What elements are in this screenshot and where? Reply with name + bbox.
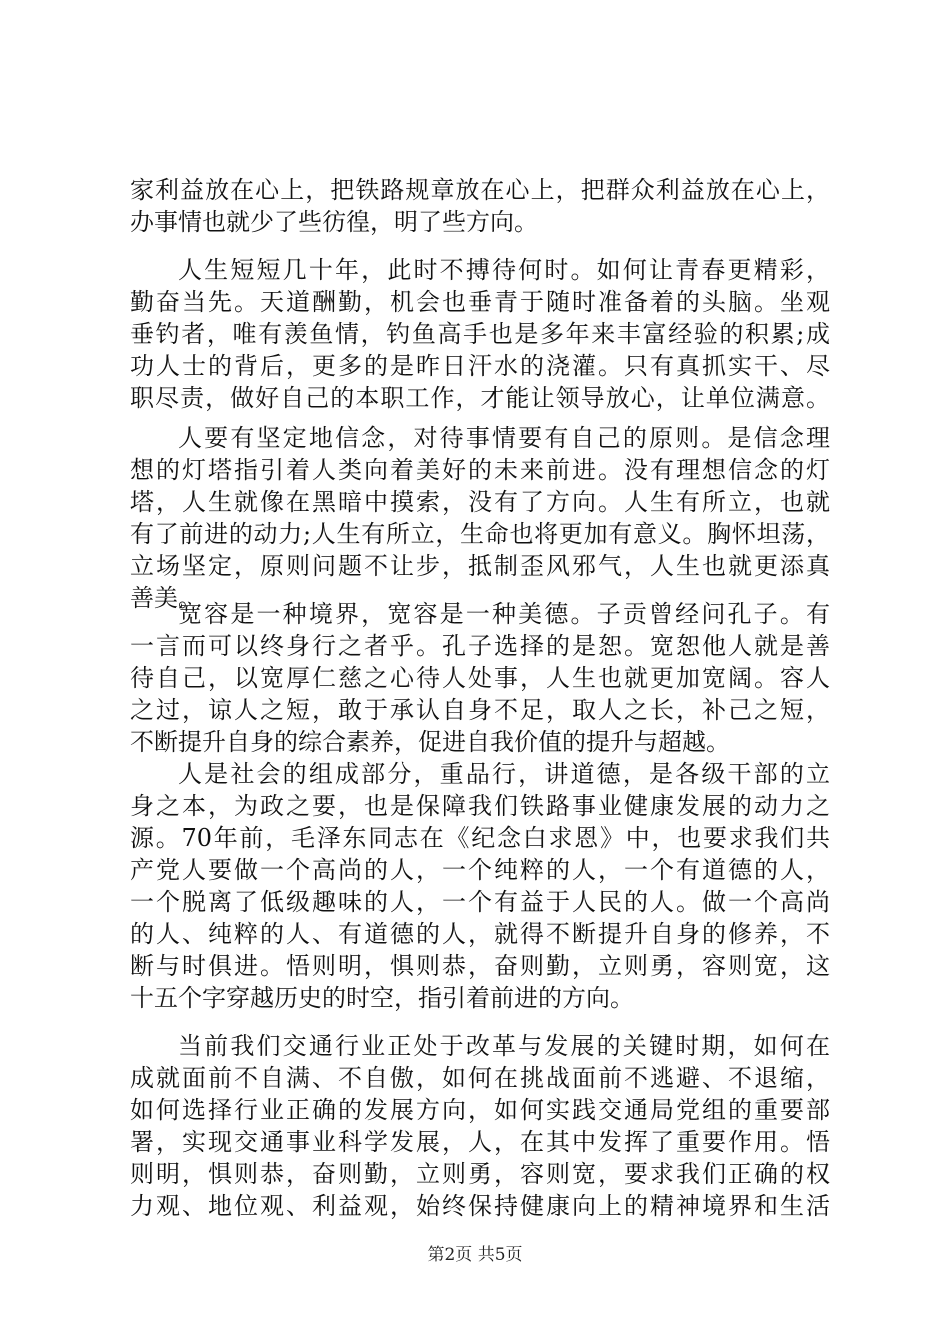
paragraph-line: 功人士的背后，更多的是昨日汗水的浇灌。只有真抓实干、尽 xyxy=(130,352,830,380)
paragraph-line: 如何选择行业正确的发展方向，如何实践交通局党组的重要部 xyxy=(130,1096,830,1124)
paragraph-line: 产党人要做一个高尚的人，一个纯粹的人，一个有道德的人， xyxy=(130,856,830,884)
paragraph-line: 署，实现交通事业科学发展，人，在其中发挥了重要作用。悟 xyxy=(130,1128,830,1156)
paragraph-5 xyxy=(130,758,830,1014)
page-number-footer: 第2页 共5页 xyxy=(427,1245,523,1265)
paragraph-1 xyxy=(130,174,830,238)
paragraph-line: 十五个字穿越历史的时空，指引着前进的方向。 xyxy=(130,984,634,1012)
paragraph-line: 人要有坚定地信念，对待事情要有自己的原则。是信念理 xyxy=(178,424,830,452)
paragraph-line: 立场坚定，原则问题不让步，抵制歪风邪气，人生也就更添真 xyxy=(130,552,830,580)
paragraph-line: 力观、地位观、利益观，始终保持健康向上的精神境界和生活 xyxy=(130,1192,830,1220)
paragraph-line: 一言而可以终身行之者乎。孔子选择的是恕。宽恕他人就是善 xyxy=(130,632,830,660)
paragraph-line: 家利益放在心上，把铁路规章放在心上，把群众利益放在心上， xyxy=(130,176,830,204)
paragraph-line: 人生短短几十年，此时不搏待何时。如何让青春更精彩， xyxy=(178,256,830,284)
paragraph-line: 一个脱离了低级趣味的人，一个有益于人民的人。做一个高尚 xyxy=(130,888,830,916)
paragraph-line: 办事情也就少了些彷徨，明了些方向。 xyxy=(130,208,538,236)
paragraph-line: 人是社会的组成部分，重品行，讲道德，是各级干部的立 xyxy=(178,760,830,788)
paragraph-line: 塔，人生就像在黑暗中摸索，没有了方向。人生有所立，也就 xyxy=(130,488,830,516)
paragraph-line: 垂钓者，唯有羡鱼情，钓鱼高手也是多年来丰富经验的积累;成 xyxy=(130,320,830,348)
paragraph-line: 当前我们交通行业正处于改革与发展的关键时期，如何在 xyxy=(178,1032,830,1060)
paragraph-line: 想的灯塔指引着人类向着美好的未来前进。没有理想信念的灯 xyxy=(130,456,830,484)
paragraph-2 xyxy=(130,254,830,414)
paragraph-line: 待自己，以宽厚仁慈之心待人处事，人生也就更加宽阔。容人 xyxy=(130,664,830,692)
paragraph-line: 源。70年前，毛泽东同志在《纪念白求恩》中，也要求我们共 xyxy=(130,824,830,852)
paragraph-line: 的人、纯粹的人、有道德的人，就得不断提升自身的修养，不 xyxy=(130,920,830,948)
paragraph-line: 成就面前不自满、不自傲，如何在挑战面前不逃避、不退缩， xyxy=(130,1064,830,1092)
paragraph-3 xyxy=(130,422,830,614)
paragraph-line: 宽容是一种境界，宽容是一种美德。子贡曾经问孔子。有 xyxy=(178,600,830,628)
paragraph-line: 身之本，为政之要，也是保障我们铁路事业健康发展的动力之 xyxy=(130,792,830,820)
paragraph-line: 善美。 xyxy=(130,584,202,612)
paragraph-line: 断与时俱进。悟则明，惧则恭，奋则勤，立则勇，容则宽，这 xyxy=(130,952,830,980)
paragraph-line: 则明，惧则恭，奋则勤，立则勇，容则宽，要求我们正确的权 xyxy=(130,1160,830,1188)
paragraph-line: 之过，谅人之短，敢于承认自身不足，取人之长，补己之短， xyxy=(130,696,830,724)
paragraph-line: 职尽责，做好自己的本职工作，才能让领导放心，让单位满意。 xyxy=(130,384,830,412)
paragraph-line: 不断提升自身的综合素养，促进自我价值的提升与超越。 xyxy=(130,728,730,756)
paragraph-line: 勤奋当先。天道酬勤，机会也垂青于随时准备着的头脑。坐观 xyxy=(130,288,830,316)
paragraph-6 xyxy=(130,1030,830,1222)
paragraph-line: 有了前进的动力;人生有所立，生命也将更加有意义。胸怀坦荡， xyxy=(130,520,830,548)
paragraph-4 xyxy=(130,598,830,758)
